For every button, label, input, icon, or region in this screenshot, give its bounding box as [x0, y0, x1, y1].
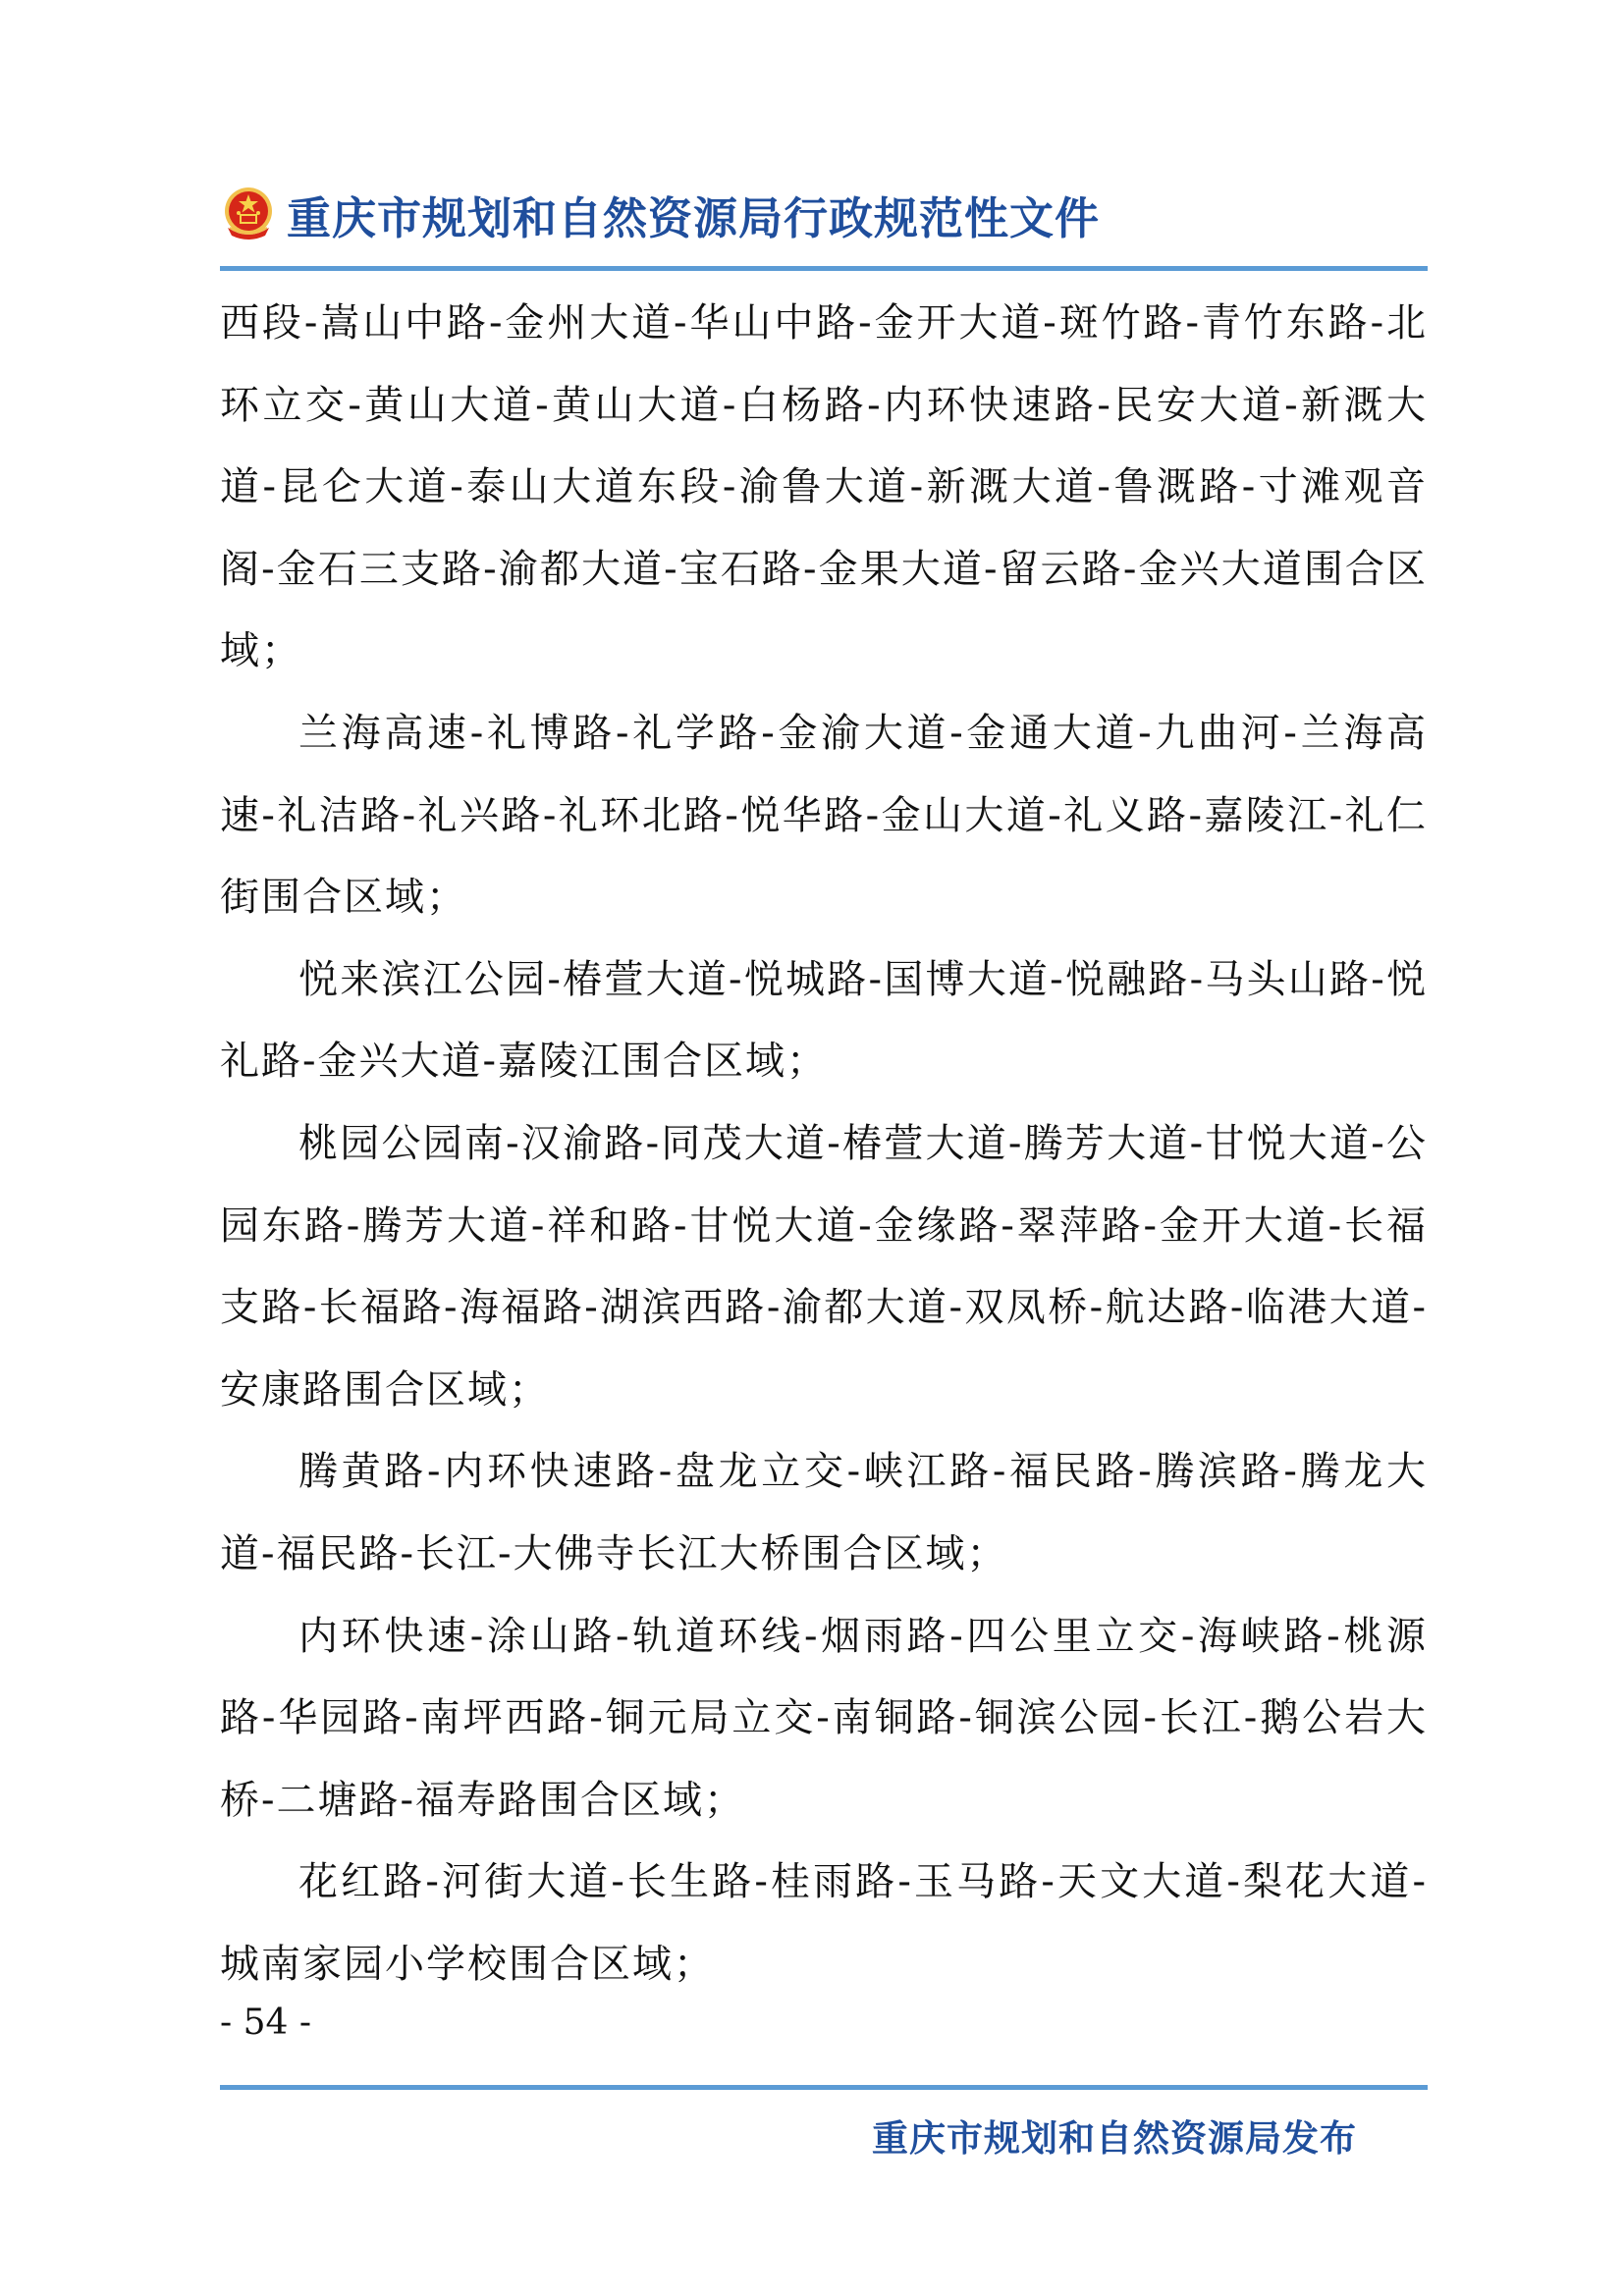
- paragraph: 西段-嵩山中路-金州大道-华山中路-金开大道-斑竹路-青竹东路-北环立交-黄山大道-黄山大道-白杨路-内环快速路-民安大道-新溉大道-昆仑大道-泰山大道东段-渝鲁大道-新溉大道-鲁溉路-寸滩观音阁-金石三支路-渝都大道-宝石路-金果大道-留云路-金兴大道围合区域；: [220, 300, 1428, 674]
- paragraph: 桃园公园南-汉渝路-同茂大道-椿萱大道-腾芳大道-甘悦大道-公园东路-腾芳大道-祥和路-甘悦大道-金缘路-翠萍路-金开大道-长福支路-长福路-海福路-湖滨西路-渝都大道-双凤桥-航达路-临港大道-安康路围合区域；: [220, 1120, 1428, 1413]
- paragraph: 内环快速-涂山路-轨道环线-烟雨路-四公里立交-海峡路-桃源路-华园路-南坪西路-铜元局立交-南铜路-铜滨公园-长江-鹅公岩大桥-二塘路-福寿路围合区域；: [220, 1613, 1428, 1823]
- paragraph: 兰海高速-礼博路-礼学路-金渝大道-金通大道-九曲河-兰海高速-礼洁路-礼兴路-礼环北路-悦华路-金山大道-礼义路-嘉陵江-礼仁街围合区域；: [220, 710, 1428, 921]
- document-body: [220, 283, 1428, 2005]
- national-emblem-icon: [220, 185, 277, 241]
- header-title: 重庆市规划和自然资源局行政规范性文件: [287, 192, 1101, 244]
- footer-publisher: 重庆市规划和自然资源局发布: [872, 2117, 1357, 2160]
- header-divider: [220, 266, 1428, 271]
- paragraph: 花红路-河街大道-长生路-桂雨路-玉马路-天文大道-梨花大道-城南家园小学校围合区域；: [220, 1859, 1428, 1987]
- footer-divider: [220, 2085, 1428, 2090]
- page-number: - 54 -: [220, 2002, 312, 2043]
- paragraph: 悦来滨江公园-椿萱大道-悦城路-国博大道-悦融路-马头山路-悦礼路-金兴大道-嘉陵江围合区域；: [220, 956, 1428, 1085]
- paragraph: 腾黄路-内环快速路-盘龙立交-峡江路-福民路-腾滨路-腾龙大道-福民路-长江-大佛寺长江大桥围合区域；: [220, 1449, 1428, 1576]
